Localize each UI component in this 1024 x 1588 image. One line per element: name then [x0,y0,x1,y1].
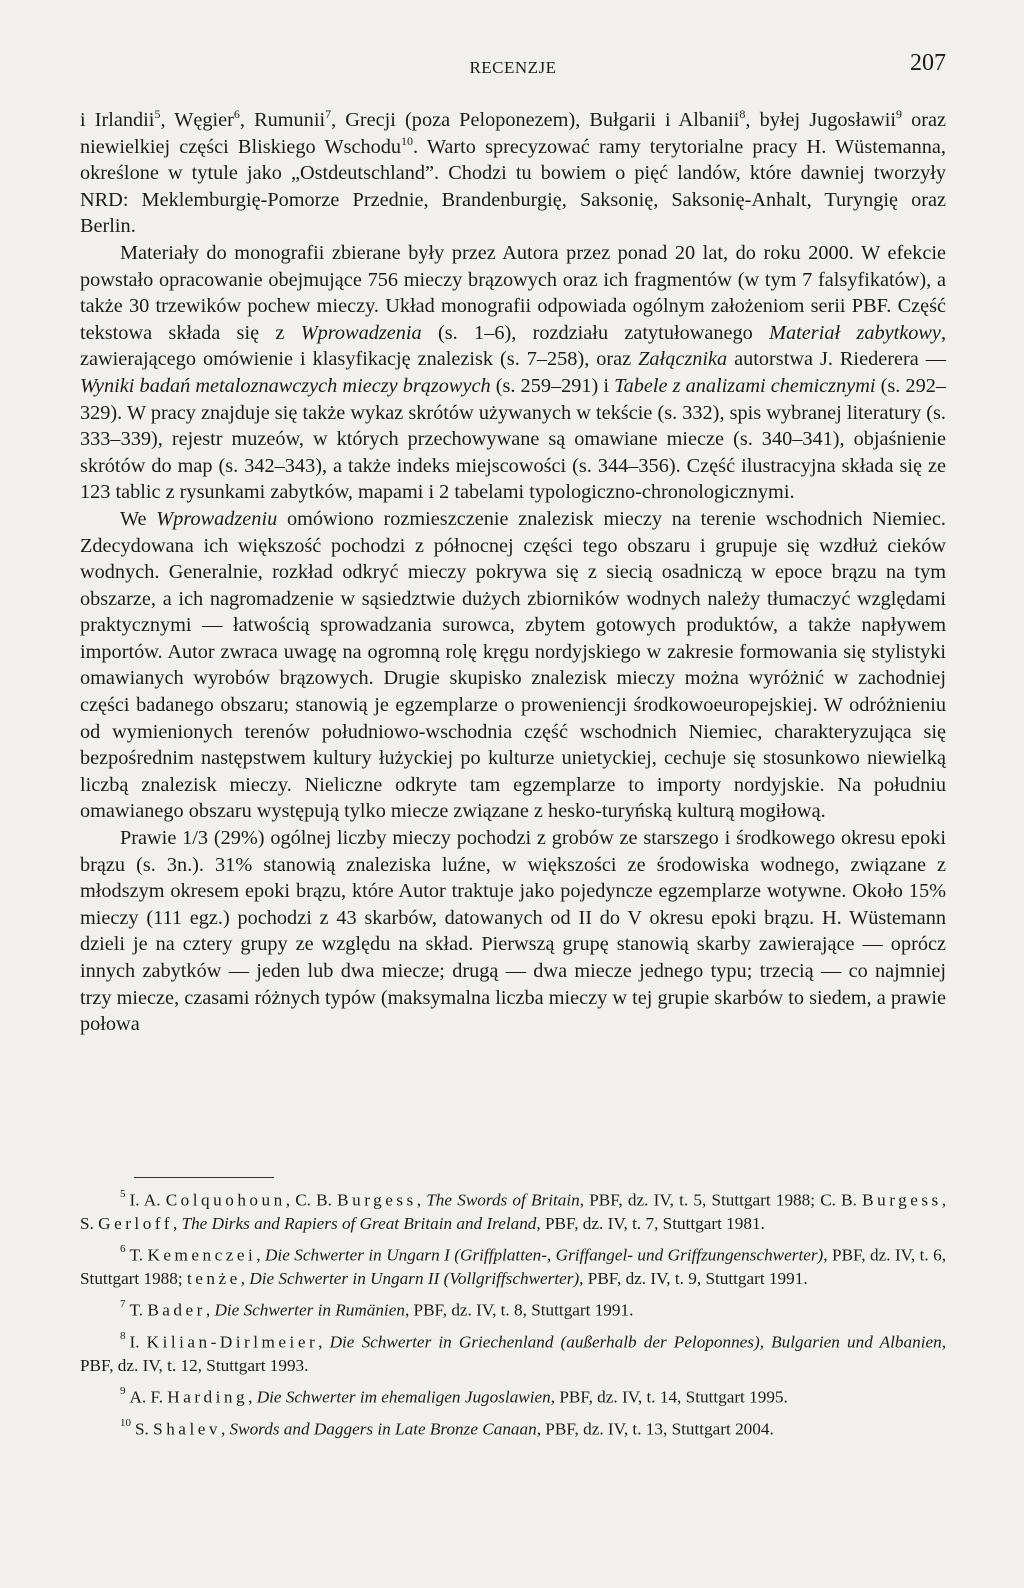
text-run: (s. 1–6), rozdziału zatytułowanego [421,321,770,344]
footnote [80,1295,946,1322]
footnote [80,1327,946,1377]
text-run: , PBF, dz. IV, t. 12, Stuttgart 1993. [80,1332,946,1376]
footnotes [80,1185,946,1446]
text-run: , Grecji (poza Peloponezem), Bułgarii i Albanii [331,109,740,131]
text-run: , Rumunii [239,109,326,131]
text-run: , PBF, dz. IV, t. 6, Stuttgart 1988; [80,1245,947,1289]
text-run: T. [129,1301,148,1321]
text-run: . Warto sprecyzować ramy terytorialne pracy H. Wüstemanna, określone w tytule jako „Ostdeutschland”. Chodzi tu bowiem o pięć landów, które dawniej tworzyły NRD: Meklemburgię-Pomorze Przednie, Brandenburgię, Saksonię, Saksonię-Anhalt, Turyngię oraz Berlin. [80,135,946,238]
text-run: S. [135,1420,154,1440]
text-run: oraz niewielkiej części Bliskiego Wschodu [80,109,947,158]
footnote-number: 9 [120,1385,126,1398]
paragraph [80,240,946,506]
body-text [80,107,946,1038]
text-run: , S. [80,1190,947,1233]
italic-title: The Dirks and Rapiers of Great Britain and Ireland [181,1213,537,1233]
footnote-ref: 8 [739,107,746,122]
italic-title: Die Schwerter in Griechenland (außerhalb der Peloponnes), Bulgarien und Albanien [329,1332,942,1352]
text-run: I. A. [129,1190,166,1210]
author-name: Shalev [153,1420,221,1440]
footnote-divider [134,1177,274,1178]
text-run: I. [129,1332,147,1352]
footnote-ref: 5 [154,107,161,122]
text-run: , byłej Jugosławii [745,109,896,131]
text-run: autorstwa J. Riederera — [727,348,946,371]
text-run: , [416,1190,427,1210]
text-run: A. F. [129,1388,168,1408]
page-number: 207 [910,50,946,76]
text-run: , [248,1388,257,1408]
author-name: Burgess [337,1190,417,1210]
text-run: Prawie 1/3 (29%) ogólnej liczby mieczy pochodzi z grobów ze starszego i środkowego okresu epoki brązu (s. 3n.). 31% stanowią znaleziska luźne, w większości ze środowiska wodnego, związane z młodszym okresem epoki brązu, które Autor traktuje jako pojedyncze egzemplarze wotywne. Około 15% mieczy (111 egz.) pochodzi z 43 skarbów, datowanych od II do V okresu epoki brązu. H. Wüstemann dzieli je na cztery grupy ze względu na skład. Pierwszą grupę stanowią skarby zawierające — oprócz innych zabytków — jeden lub dwa miecze; drugą — dwa miecze jednego typu; trzecią — co najmniej trzy miecze, czasami różnych typów (maksymalna liczba mieczy w tej grupie skarbów to siedem, a prawie połowa [80,827,946,1036]
text-run: , [256,1245,266,1265]
footnote-ref: 9 [896,107,902,122]
text-run: T. [129,1245,148,1265]
footnote-ref: 10 [401,133,414,148]
footnote-ref: 6 [233,107,240,122]
text-run: (s. 292–329). W pracy znajduje się także wykaz skrótów używanych w tekście (s. 332), spis wybranej literatury (s. 333–339), rejestr muzeów, w których przechowywane są omawiane miecze (s. 340–341), objaśnienie skrótów do map (s. 342–343), a także indeks miejscowości (s. 344–356). Część ilustracyjna składa się ze 123 tablic z rysunkami zabytków, mapami i 2 tabelami typologiczno-chronologicznymi. [80,374,946,504]
italic-title: Materiał zabytkowy [769,321,941,344]
footnote [80,1382,946,1409]
footnote-number: 8 [120,1330,126,1343]
author-name: Burgess [862,1190,942,1210]
author-name: Bader [147,1301,206,1321]
italic-title: Wprowadzeniu [156,507,278,530]
footnote-ref: 7 [325,107,332,122]
italic-title: Die Schwerter in Rumänien [214,1301,405,1321]
text-run: , PBF, dz. IV, t. 9, Stuttgart 1991. [579,1269,808,1289]
text-run: , PBF, dz. IV, t. 5, Stuttgart 1988; C. B. [579,1190,863,1210]
footnote-number: 6 [120,1243,126,1256]
paragraph [80,506,946,825]
text-run: , [172,1213,182,1233]
text-run: , zawierającego omówienie i klasyfikację znalezisk (s. 7–258), oraz [80,321,947,371]
text-run: , [205,1301,215,1321]
author-name: tenże [186,1269,241,1289]
footnote-number: 10 [120,1417,131,1430]
italic-title: Die Schwerter im ehemaligen Jugoslawien [256,1388,551,1408]
italic-title: Tabele z analizami chemicznymi [614,374,876,397]
text-run: , [318,1332,330,1352]
footnote [80,1240,946,1290]
paragraph [80,825,946,1038]
paragraph [80,107,946,240]
italic-title: Wprowadzenia [300,321,422,344]
text-run: (s. 259–291) i [490,374,615,397]
page-header [80,50,946,86]
author-name: Kemenczei [147,1245,257,1265]
text-run: , [220,1420,230,1440]
italic-title: Załącznika [638,348,728,371]
author-name: Colquohoun [165,1190,286,1210]
footnote [80,1185,946,1235]
text-run: , Węgier [160,109,234,131]
running-head: RECENZJE [469,58,557,77]
italic-title: Die Schwerter in Ungarn II (Vollgriffschwerter) [249,1269,580,1289]
text-run: i Irlandii [80,109,155,131]
author-name: Gerloff [98,1213,173,1233]
text-run: We [120,507,157,530]
italic-title: The Swords of Britain [426,1190,580,1210]
text-run: omówiono rozmieszczenie znalezisk mieczy na terenie wschodnich Niemiec. Zdecydowana ich większość pochodzi z północnej części tego obszaru i grupuje się wzdłuż cieków wodnych. Generalnie, rozkład odkryć mieczy pokrywa się z siecią osadniczą w epoce brązu na tym obszarze, a ich nagromadzenie w sąsiedztwie dużych zbiorników wodnych należy tłumaczyć względami praktycznymi — łatwością sprowadzania surowca, zbytem gotowych produktów, a także napływem importów. Autor zwraca uwagę na ogromną rolę kręgu nordyjskiego w zakresie formowania się stylistyki omawianych wyrobów brązowych. Drugie skupisko znalezisk mieczy można wyróżnić w zachodniej części badanego obszaru; stanowią je egzemplarze o proweniencji środkowoeuropejskiej. W odróżnieniu od wymienionych terenów południowo-wschodnia część wschodnich Niemiec, charakteryzująca się bezpośrednim następstwem kultury łużyckiej po kulturze unietyckiej, cechuje się stosunkowo niewielką liczbą znalezisk mieczy. Nieliczne odkryte tam egzemplarze to importy nordyjskie. Na południu omawianego obszaru występują tylko miecze związane z hesko-turyńską kulturą mogiłową. [80,507,946,823]
text-run: , PBF, dz. IV, t. 14, Stuttgart 1995. [550,1388,788,1408]
text-run: , [240,1269,250,1289]
italic-title: Swords and Daggers in Late Bronze Canaan [229,1420,537,1440]
italic-title: Wyniki badań metaloznawczych mieczy brązowych [80,374,491,397]
text-run: , PBF, dz. IV, t. 13, Stuttgart 2004. [536,1420,774,1440]
footnote-number: 7 [120,1298,126,1311]
footnote-number: 5 [120,1188,126,1200]
footnote [80,1414,946,1441]
text-run: , PBF, dz. IV, t. 8, Stuttgart 1991. [404,1301,634,1321]
text-run: , C. B. [285,1190,338,1210]
text-run: Materiały do monografii zbierane były przez Autora przez ponad 20 lat, do roku 2000. W efekcie powstało opracowanie obejmujące 756 mieczy brązowych oraz ich fragmentów (w tym 7 falsyfikatów), a także 30 trzewików pochew mieczy. Układ monografii odpowiada ogólnym założeniom serii PBF. Część tekstowa składa się z [80,241,946,344]
text-run: , PBF, dz. IV, t. 7, Stuttgart 1981. [536,1213,765,1233]
author-name: Kilian-Dirlmeier [146,1332,319,1352]
author-name: Harding [167,1388,249,1408]
italic-title: Die Schwerter in Ungarn I (Griffplatten-, Griffangel- und Griffzungenschwerter) [265,1245,824,1265]
